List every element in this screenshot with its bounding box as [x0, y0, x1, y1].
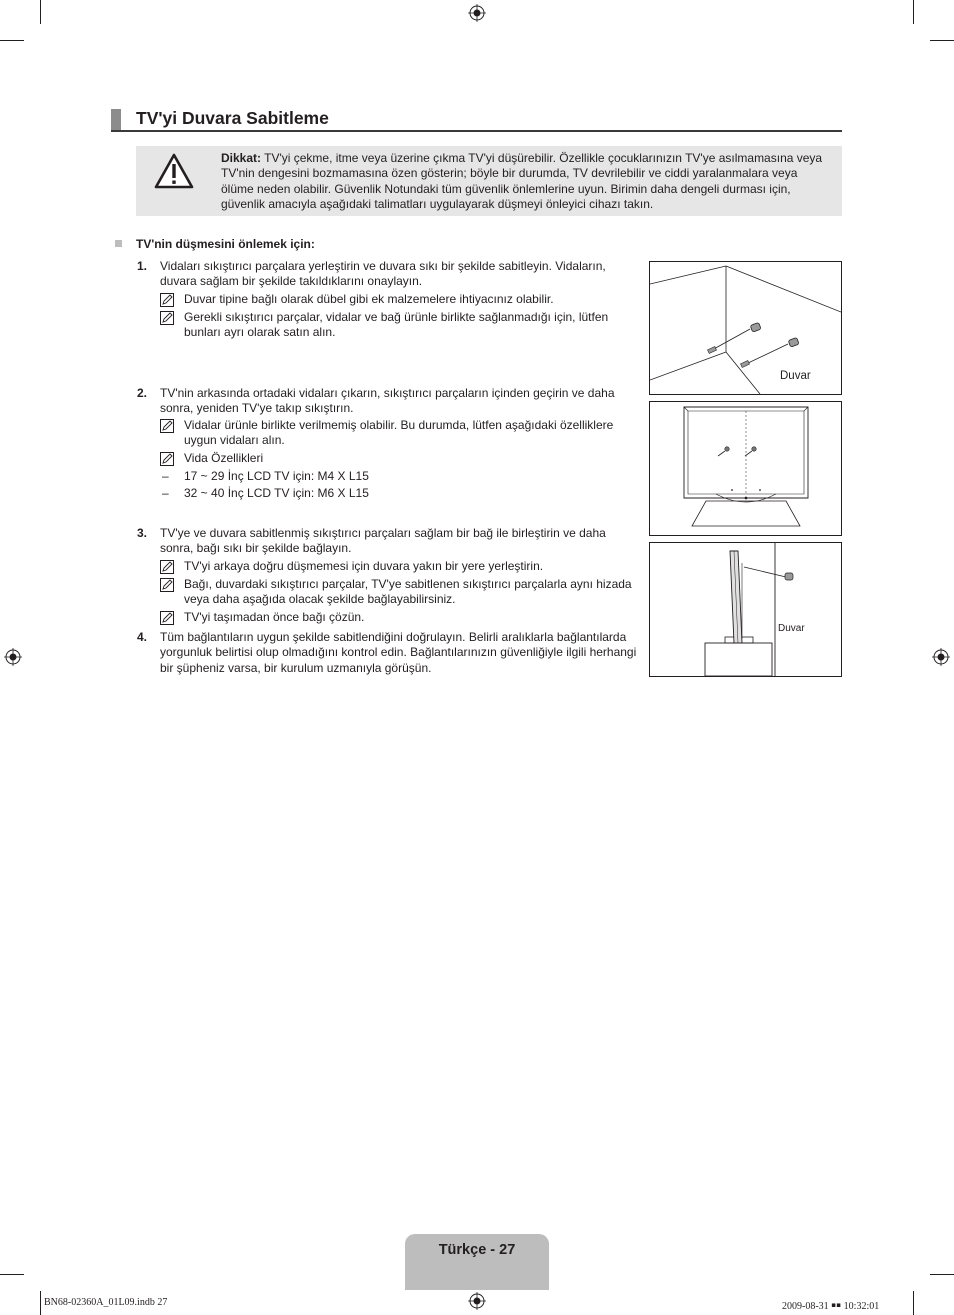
note-text: Bağı, duvardaki sıkıştırıcı parçalar, TV'ye sabitlenen sıkıştırıcı parçalarla aynı hizada veya daha aşağıda olacak şekilde bağlayabilirsiniz. — [184, 577, 632, 607]
spec-dash: – — [162, 469, 169, 483]
crop-mark — [0, 1274, 24, 1275]
note-text: Gerekli sıkıştırıcı parçalar, vidalar ve bağ ürünle birlikte sağlanmadığı için, lütfen bunları ayrı olarak satın alın. — [184, 310, 609, 340]
section-bullet — [115, 240, 122, 247]
warning-triangle-icon — [154, 153, 194, 189]
step-number: 3. — [137, 526, 148, 540]
tv-back-illustration — [650, 402, 841, 535]
note-pencil-icon — [160, 578, 174, 592]
clamp-icon — [708, 322, 762, 353]
caution-text — [221, 151, 833, 212]
crop-mark — [40, 0, 41, 24]
crop-mark — [930, 1274, 954, 1275]
note-text: Duvar tipine bağlı olarak dübel gibi ek malzemelere ihtiyacınız olabilir. — [184, 292, 554, 306]
screw-icon — [718, 447, 729, 456]
figure-tv-back — [649, 401, 842, 536]
step-text: TV'ye ve duvara sabitlenmiş sıkıştırıcı parçaları sağlam bir bağ ile birleştirin ve daha sonra, bağı sıkı bir şekilde bağlayın. — [160, 526, 606, 556]
title-rule — [111, 130, 842, 132]
note-pencil-icon — [160, 611, 174, 625]
slug-date: 2009-08-31 ￭￭ 10:32:01 — [782, 1301, 880, 1312]
registration-mark-icon — [932, 648, 950, 666]
figure-wall-clamps — [649, 261, 842, 395]
step-number: 2. — [137, 386, 148, 400]
figure-label: Duvar — [780, 370, 811, 382]
figure-label: Duvar — [778, 623, 805, 634]
note-text: TV'yi taşımadan önce bağı çözün. — [184, 610, 365, 624]
note-text: Vida Özellikleri — [184, 451, 264, 465]
note-pencil-icon — [160, 452, 174, 466]
section-heading: TV'nin düşmesini önlemek için: — [136, 237, 315, 251]
slug-file: BN68-02360A_01L09.indb 27 — [44, 1297, 168, 1308]
caution-body: TV'yi çekme, itme veya üzerine çıkma TV'yi düşürebilir. Özellikle çocuklarınızın TV'ye asılmamasına veya TV'nin dengesini bozmamasına özen gösterin; böyle bir durumda, TV devrilebilir ve ciddi yaralanmalara veya ölüme neden olabilir. Güvenlik Notundaki tüm güvenlik önlemlerine uyun. Birimin daha dengeli durması için, güvenlik amacıyla aşağıdaki talimatları uygulayarak düşmeyi önleyici cihazı takın. — [221, 151, 823, 211]
note-pencil-icon — [160, 419, 174, 433]
wall-clamps-illustration — [650, 262, 841, 394]
step-text: Vidaları sıkıştırıcı parçalara yerleştirin ve duvara sıkı bir şekilde sabitleyin. Vidaların, duvara sağlam bir şekilde takıldıklarını onaylayın. — [160, 259, 606, 289]
spec-item: 17 ~ 29 İnç LCD TV için: M4 X L15 — [184, 469, 369, 483]
caution-label: Dikkat: — [221, 151, 262, 165]
title-marker — [111, 109, 121, 130]
page-number: Türkçe - 27 — [438, 1242, 516, 1258]
registration-mark-icon — [4, 648, 22, 666]
step-text: TV'nin arkasında ortadaki vidaları çıkarın, sıkıştırıcı parçaların içinden geçirin ve daha sonra, yeniden TV'ye takıp sıkıştırın. — [160, 386, 615, 416]
crop-mark — [40, 1291, 41, 1315]
page-title: TV'yi Duvara Sabitleme — [136, 108, 329, 128]
tv-side-illustration — [650, 543, 841, 676]
spec-dash: – — [162, 486, 169, 500]
clamp-icon — [741, 337, 800, 367]
step-number: 4. — [137, 630, 148, 644]
note-pencil-icon — [160, 293, 174, 307]
clamp-icon — [785, 573, 793, 580]
note-text: TV'yi arkaya doğru düşmemesi için duvara yakın bir yere yerleştirin. — [184, 559, 544, 573]
note-pencil-icon — [160, 560, 174, 574]
crop-mark — [913, 1291, 914, 1315]
screw-icon — [745, 447, 756, 456]
crop-mark — [930, 40, 954, 41]
note-pencil-icon — [160, 311, 174, 325]
registration-mark-icon — [468, 1292, 486, 1310]
step-text: Tüm bağlantıların uygun şekilde sabitlendiğini doğrulayın. Belirli aralıklarla bağlantılarda yorgunluk belirtisi olup olmadığını kontrol edin. Bağlantılarınızın güvenliğiyle ilgili herhangi bir şüpheniz varsa, bir kurulum uzmanıyla görüşün. — [160, 630, 637, 675]
crop-mark — [0, 40, 24, 41]
step-number: 1. — [137, 259, 148, 273]
figure-tv-side — [649, 542, 842, 677]
spec-item: 32 ~ 40 İnç LCD TV için: M6 X L15 — [184, 486, 369, 500]
note-text: Vidalar ürünle birlikte verilmemiş olabilir. Bu durumda, lütfen aşağıdaki özelliklere uygun vidaları alın. — [184, 418, 614, 448]
registration-mark-icon — [468, 4, 486, 22]
crop-mark — [913, 0, 914, 24]
